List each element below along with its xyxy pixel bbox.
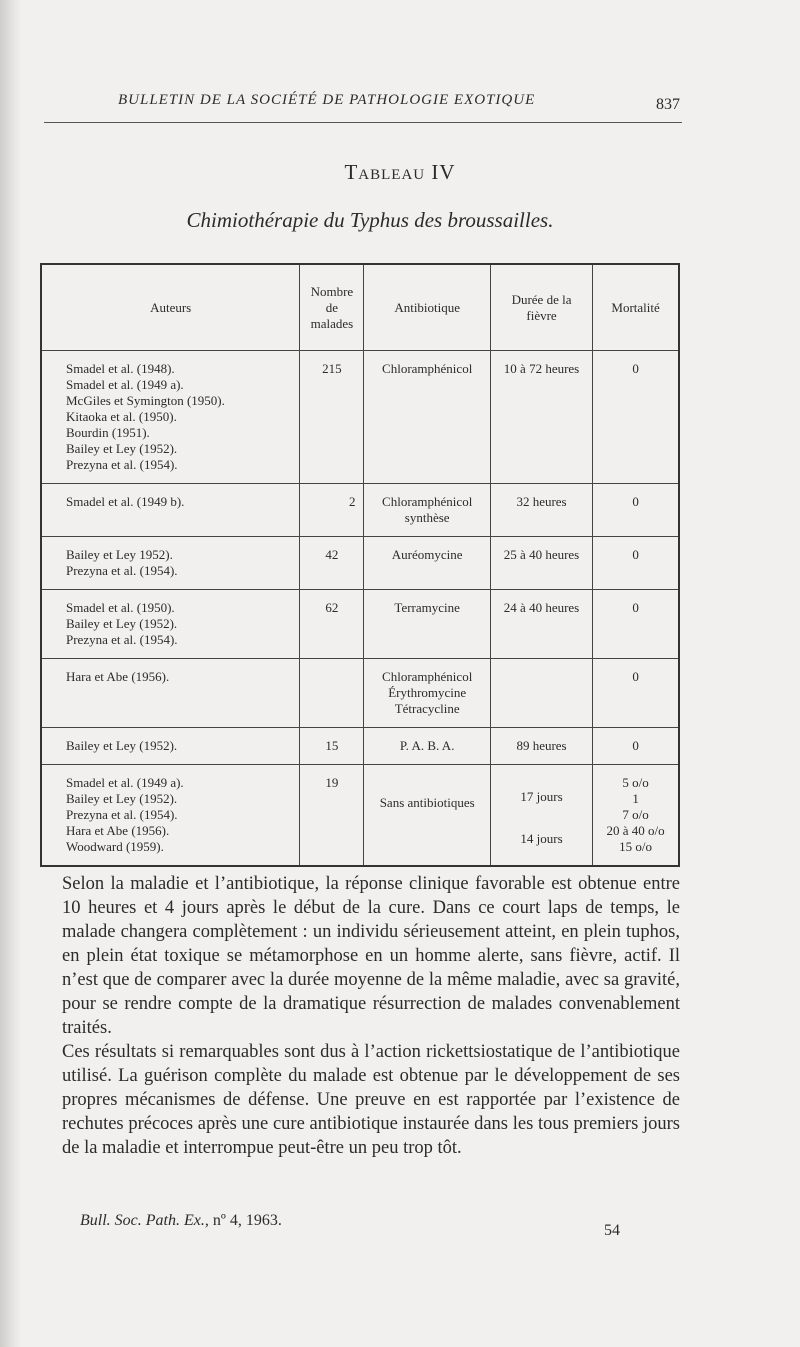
authors-cell (41, 659, 300, 728)
running-title: BULLETIN DE LA SOCIÉTÉ DE PATHOLOGIE EXOTIQUE (118, 92, 536, 108)
authors-cell (41, 351, 300, 484)
table-title: Tableau IV (344, 160, 456, 184)
mortality-value: 0 (632, 494, 639, 509)
mortality-value: 20 à 40 o/o (606, 823, 665, 838)
mortality-value: 0 (632, 547, 639, 562)
author-reference: Hara et Abe (1956). (66, 669, 170, 684)
antibiotic-cell: Chloramphénicol synthèse (364, 484, 490, 537)
mortality-cell (593, 351, 679, 484)
author-reference: Bourdin (1951). (66, 425, 150, 440)
citation-issue: nº 4, 1963. (208, 1212, 282, 1229)
author-reference: Smadel et al. (1949 b). (66, 494, 185, 509)
table-row (41, 537, 679, 590)
header-duration: Durée de la fièvre (490, 264, 592, 351)
header-authors: Auteurs (41, 264, 300, 351)
author-reference: Bailey et Ley (1952). (66, 616, 178, 631)
header-mortality: Mortalité (593, 264, 679, 351)
authors-cell (41, 590, 300, 659)
author-reference: Bailey et Ley (1952). (66, 738, 178, 753)
mortality-cell (593, 728, 679, 765)
duration-cell (490, 484, 592, 537)
duration-cell (490, 728, 592, 765)
count-cell: 2 (300, 484, 364, 537)
table-row (41, 728, 679, 765)
antibiotic-cell: Sans antibiotiques (364, 765, 490, 867)
mortality-value: 1 (632, 791, 639, 806)
header-count: Nombre de malades (300, 264, 364, 351)
antibiotic-cell: Chloramphénicol (364, 351, 490, 484)
mortality-value: 0 (632, 669, 639, 684)
running-header (118, 92, 698, 113)
author-reference: Bailey et Ley (1952). (66, 441, 178, 456)
duration-value: 10 à 72 heures (503, 361, 580, 376)
author-reference: Kitaoka et al. (1950). (66, 409, 177, 424)
citation-journal: Bull. Soc. Path. Ex., (80, 1212, 209, 1229)
chemotherapy-table (40, 263, 680, 867)
author-reference: Prezyna et al. (1954). (66, 632, 178, 647)
table-row (41, 351, 679, 484)
author-reference: Prezyna et al. (1954). (66, 457, 178, 472)
antibiotic-cell: Terramycine (364, 590, 490, 659)
mortality-cell (593, 484, 679, 537)
sheet-number: 54 (604, 1222, 620, 1239)
authors-cell (41, 765, 300, 867)
authors-cell (41, 537, 300, 590)
antibiotic-cell: P. A. B. A. (364, 728, 490, 765)
author-reference: Smadel et al. (1949 a). (66, 775, 184, 790)
author-reference: Smadel et al. (1949 a). (66, 377, 184, 392)
author-reference: Smadel et al. (1950). (66, 600, 175, 615)
duration-cell (490, 590, 592, 659)
table-row (41, 765, 679, 867)
mortality-value: 0 (632, 600, 639, 615)
paragraph-2: Ces résultats si remarquables sont dus à l’action rickettsiostatique de l’antibiotique utilisé. La guérison complète du malade est obtenue par le développement de ses propres mécanismes de défense. Une preuve en est rapportée par l’existence de rechutes précoces après une cure antibiotique instaurée dans les tous premiers jours de la maladie et interrompue peut-être un peu trop tôt. (62, 1042, 680, 1158)
count-cell: 62 (300, 590, 364, 659)
author-reference: Bailey et Ley 1952). (66, 547, 173, 562)
mortality-value: 15 o/o (619, 839, 653, 854)
duration-cell (490, 659, 592, 728)
mortality-value: 5 o/o (622, 775, 649, 790)
author-reference: Smadel et al. (1948). (66, 361, 175, 376)
count-cell: 19 (300, 765, 364, 867)
author-reference: Bailey et Ley (1952). (66, 791, 178, 806)
header-rule (44, 122, 682, 123)
mortality-value: 0 (632, 361, 639, 376)
paragraph-1: Selon la maladie et l’antibiotique, la réponse clinique favorable est obtenue entre 10 heures et 4 jours après le début de la cure. Dans ce court laps de temps, le malade changera complètement : un individu sérieusement atteint, en plein tuphos, en plein état toxique se métamorphose en un homme alerte, sans fièvre, actif. Il n’est que de comparer avec la durée moyenne de la même maladie, avec sa gravité, pour se rendre compte de la dramatique résurrection de malades convenablement traités. (62, 874, 680, 1038)
mortality-cell (593, 590, 679, 659)
author-reference: Hara et Abe (1956). (66, 823, 170, 838)
mortality-value: 7 o/o (622, 807, 649, 822)
mortality-cell (593, 659, 679, 728)
duration-value: 32 heures (516, 494, 567, 509)
author-reference: Prezyna et al. (1954). (66, 563, 178, 578)
table-header-row (41, 264, 679, 351)
table-row (41, 484, 679, 537)
duration-value: 17 jours (520, 789, 563, 804)
mortality-cell (593, 765, 679, 867)
duration-cell (490, 765, 592, 867)
table-caption: Chimiothérapie du Typhus des broussailles. (186, 208, 554, 232)
duration-value: 14 jours (520, 831, 563, 846)
antibiotic-cell: Chloramphénicol Érythromycine Tétracycline (364, 659, 490, 728)
citation (80, 1212, 282, 1230)
duration-cell (490, 537, 592, 590)
table-row (41, 590, 679, 659)
author-reference: Prezyna et al. (1954). (66, 807, 178, 822)
antibiotic-cell: Auréomycine (364, 537, 490, 590)
mortality-cell (593, 537, 679, 590)
author-reference: McGiles et Symington (1950). (66, 393, 225, 408)
mortality-value: 0 (632, 738, 639, 753)
authors-cell (41, 484, 300, 537)
page-edge (0, 0, 22, 1347)
duration-value: 89 heures (516, 738, 567, 753)
duration-value: 25 à 40 heures (503, 547, 580, 562)
duration-value: 24 à 40 heures (503, 600, 580, 615)
authors-cell (41, 728, 300, 765)
count-cell: 42 (300, 537, 364, 590)
count-cell: 215 (300, 351, 364, 484)
body-text (62, 872, 680, 1160)
table-row (41, 659, 679, 728)
duration-cell (490, 351, 592, 484)
author-reference: Woodward (1959). (66, 839, 164, 854)
page-number: 837 (656, 96, 680, 113)
count-cell (300, 659, 364, 728)
header-antibiotic: Antibiotique (364, 264, 490, 351)
count-cell: 15 (300, 728, 364, 765)
